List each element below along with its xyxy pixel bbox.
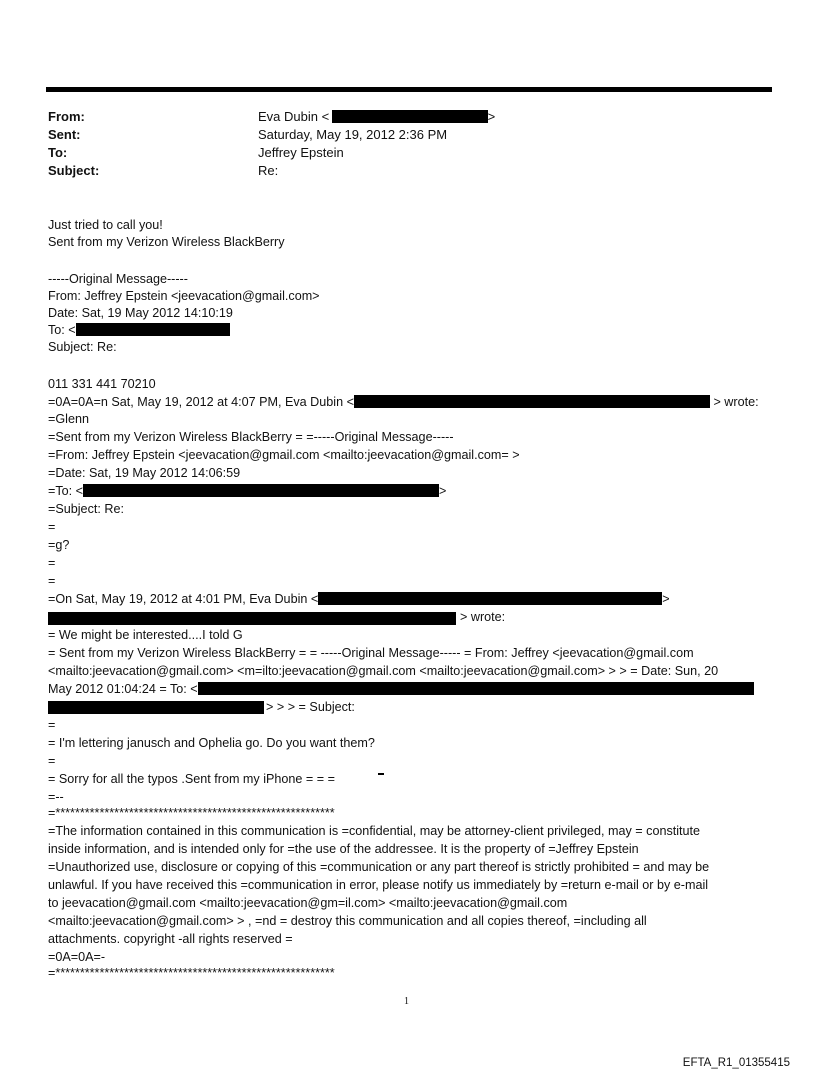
sent-value: Saturday, May 19, 2012 2:36 PM: [258, 127, 448, 142]
body-line: attachments. copyright -all rights reserved =: [48, 932, 293, 946]
page-number: 1: [404, 996, 409, 1007]
body-line: =: [48, 718, 56, 732]
redaction: [198, 682, 754, 695]
to-row: [48, 144, 344, 163]
body-line: <mailto:jeevacation@gmail.com> <m=ilto:jeevacation@gmail.com <mailto:jeevacation@gmail.com> > > = Date: Sun, 20: [48, 664, 719, 678]
sent-label: Sent:: [48, 127, 81, 142]
redaction: [354, 395, 710, 408]
body-line: =Sent from my Verizon Wireless BlackBerry = =-----Original Message-----: [48, 430, 454, 444]
body-line: inside information, and is intended only for =the use of the addressee. It is the property of =Jeffrey Epstein: [48, 842, 639, 856]
from-value: Eva Dubin: [258, 109, 318, 124]
body-line: =Glenn: [48, 412, 89, 426]
redaction: [48, 701, 264, 714]
body-line: = We might be interested....I told G: [48, 628, 243, 642]
body-line: -----Original Message-----: [48, 272, 188, 286]
body-line: 011 331 441 70210: [48, 377, 156, 391]
body-line: =Unauthorized use, disclosure or copying of this =communication or any part thereof is strictly prohibited = and may be: [48, 860, 710, 874]
redaction: [332, 110, 488, 123]
body-line: Date: Sat, 19 May 2012 14:10:19: [48, 306, 233, 320]
body-line: =: [48, 520, 56, 534]
body-line: =: [48, 574, 56, 588]
body-line: =: [48, 556, 56, 570]
body-line: =From: Jeffrey Epstein <jeevacation@gmail.com <mailto:jeevacation@gmail.com= >: [48, 448, 520, 462]
body-line: to jeevacation@gmail.com <mailto:jeevacation@gm=il.com> <mailto:jeevacation@gmail.com: [48, 896, 568, 910]
stray-mark: [378, 773, 384, 775]
body-line: =Subject: Re:: [48, 502, 124, 516]
body-line: =Date: Sat, 19 May 2012 14:06:59: [48, 466, 241, 480]
from-label: From:: [48, 109, 85, 124]
body-line: > > > = Subject:: [266, 700, 355, 714]
body-line: =On Sat, May 19, 2012 at 4:01 PM, Eva Dubin < >: [48, 592, 670, 606]
redaction: [83, 484, 439, 497]
body-line: =*********************************************************: [48, 806, 335, 820]
to-value: Jeffrey Epstein: [258, 145, 344, 160]
subject-row: [48, 162, 279, 181]
body-line: unlawful. If you have received this =communication in error, please notify us immediately by =return e-mail or by e-mail: [48, 878, 709, 892]
body-line: May 2012 01:04:24 = To: <: [48, 681, 754, 698]
body-line: =0A=0A=-: [48, 950, 106, 964]
body-line: = I'm lettering janusch and Ophelia go. Do you want them?: [48, 736, 375, 750]
subject-label: Subject:: [48, 163, 100, 178]
body-line: =The information contained in this communication is =confidential, may be attorney-client privileged, may = constitute: [48, 824, 701, 838]
body-line: <mailto:jeevacation@gmail.com> > , =nd = destroy this communication and all copies thereof, =including all: [48, 914, 647, 928]
redaction: [48, 612, 456, 625]
body-line: =: [48, 754, 56, 768]
body-line: To: <: [48, 322, 230, 339]
body-line: =To: < >: [48, 484, 447, 498]
body-line: Subject: Re:: [48, 340, 117, 354]
redaction: [76, 323, 230, 336]
to-label: To:: [48, 145, 68, 160]
sent-row: [48, 126, 448, 145]
body-line: = Sorry for all the typos .Sent from my iPhone = = =: [48, 772, 335, 786]
body-line: Sent from my Verizon Wireless BlackBerry: [48, 235, 285, 249]
body-line: > wrote:: [460, 610, 506, 624]
body-line: =0A=0A=n Sat, May 19, 2012 at 4:07 PM, Eva Dubin < > wrote:: [48, 395, 759, 409]
from-row: From: Eva Dubin < >: [48, 108, 248, 127]
body-line: =*********************************************************: [48, 966, 335, 980]
top-rule: [46, 87, 772, 92]
bates-stamp: EFTA_R1_01355415: [682, 1057, 790, 1069]
redaction: [318, 592, 662, 605]
body-line: From: Jeffrey Epstein <jeevacation@gmail.com>: [48, 289, 320, 303]
body-line: = Sent from my Verizon Wireless BlackBerry = = -----Original Message----- = From: Jeffrey <jeevacation@gmail.com: [48, 646, 694, 660]
body-line: =--: [48, 790, 64, 804]
body-line: Just tried to call you!: [48, 218, 163, 232]
subject-value: Re:: [258, 163, 279, 178]
body-line: =g?: [48, 538, 70, 552]
